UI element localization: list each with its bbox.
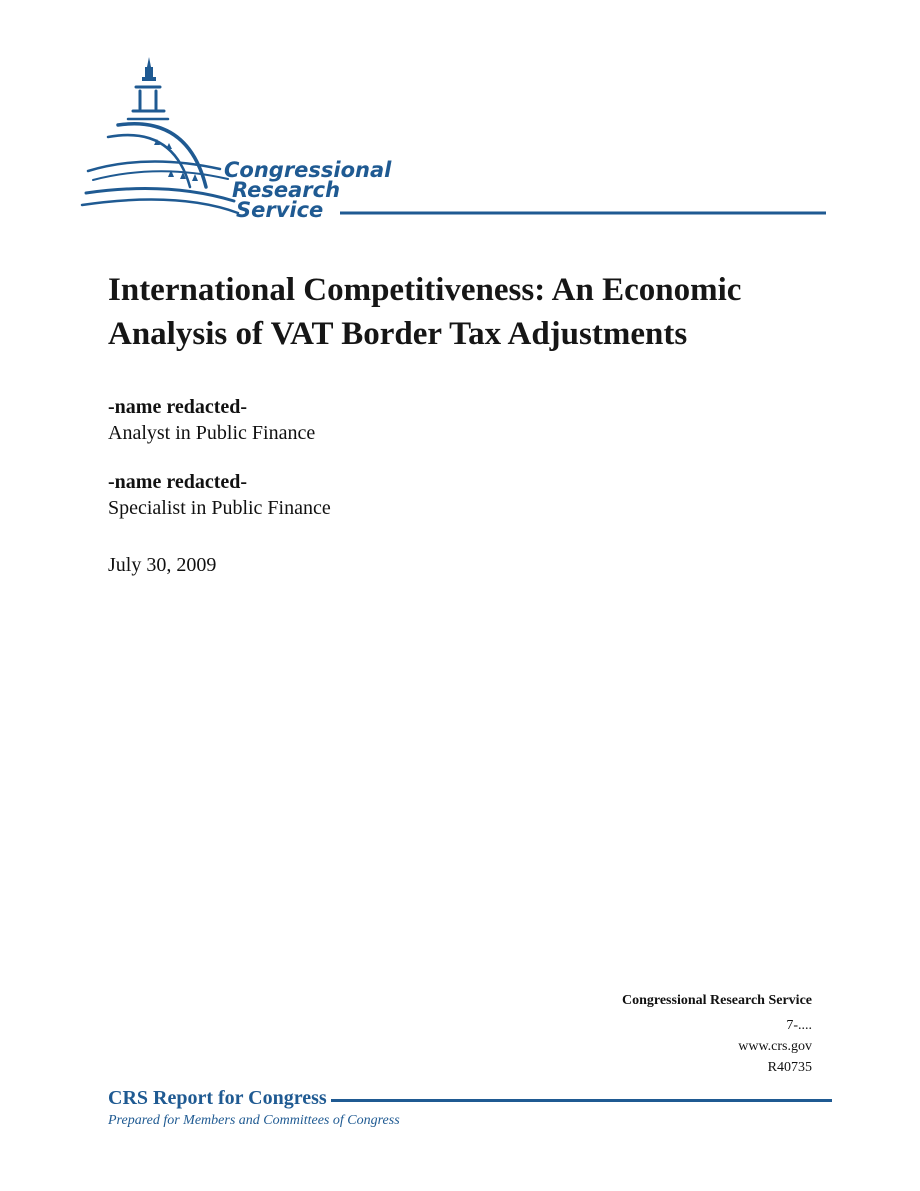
author-block [108, 469, 331, 521]
logo-text-service: Service [236, 198, 324, 222]
footer-rule [331, 1099, 832, 1102]
crs-contact-block [622, 990, 812, 1078]
crs-phone: 7-.... [786, 1018, 812, 1033]
author-name: -name redacted- [108, 396, 248, 418]
author-block [108, 394, 315, 446]
footer-subtitle: Prepared for Members and Committees of Congress [108, 1113, 400, 1128]
crs-website: www.crs.gov [738, 1039, 812, 1054]
author-role: Analyst in Public Finance [108, 422, 316, 444]
author-role: Specialist in Public Finance [108, 497, 331, 519]
document-date: July 30, 2009 [108, 554, 217, 576]
footer-title: CRS Report for Congress [108, 1087, 327, 1109]
report-footer [108, 1085, 832, 1131]
crs-org-name: Congressional Research Service [621, 993, 812, 1008]
footer-title-row [108, 1085, 832, 1111]
logo-text-research: Research [232, 178, 341, 202]
capitol-dome-icon [82, 57, 238, 213]
logo-text-congressional: Congressional [224, 158, 392, 182]
report-number: R40735 [767, 1060, 812, 1075]
document-title: International Competitiveness: An Economic Analysis of VAT Border Tax Adjustments [108, 272, 742, 352]
author-name: -name redacted- [108, 471, 248, 493]
crs-logo [78, 45, 838, 225]
